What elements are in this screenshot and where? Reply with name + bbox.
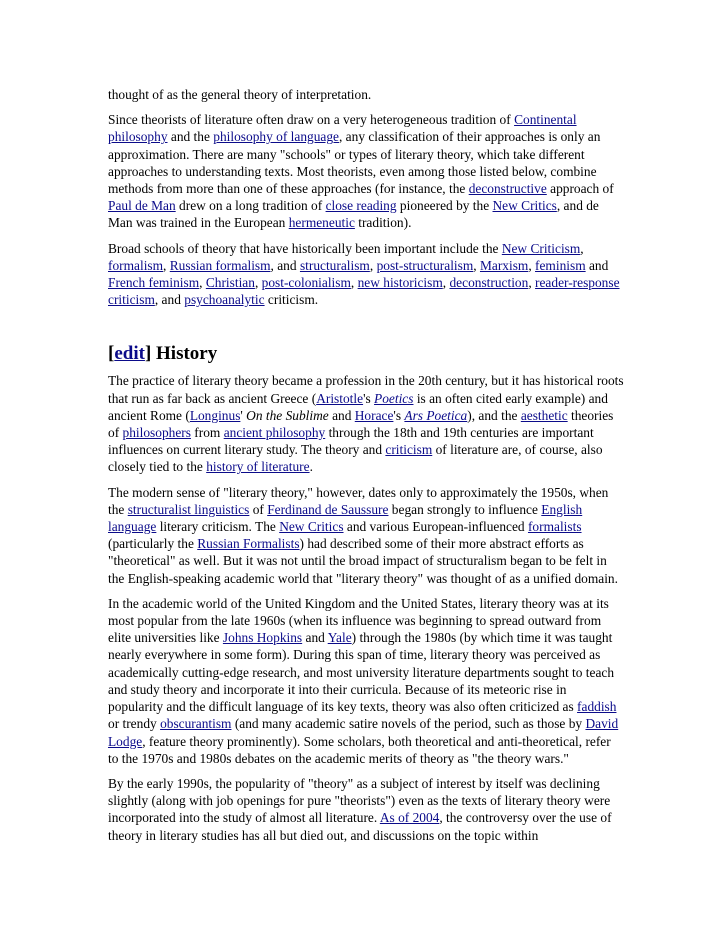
text: criticism.: [264, 292, 319, 308]
link-as-of-2004[interactable]: As of 2004: [379, 810, 440, 826]
link-formalism[interactable]: formalism: [108, 257, 164, 273]
link-philosophy-of-language[interactable]: philosophy of language: [213, 129, 339, 145]
text: and the: [167, 129, 214, 145]
link-french-feminism[interactable]: French feminism: [108, 275, 200, 291]
link-deconstruction[interactable]: deconstruction: [449, 275, 529, 291]
text: ,: [528, 275, 536, 291]
link-new-historicism[interactable]: new historicism: [357, 275, 443, 291]
text: and: [585, 257, 609, 273]
text: In the academic world of the United Kingdom and the United States, literary theory was at its most popular from the late 1960s (when its influence was beginning to spread outward from elite universities like: [108, 595, 609, 646]
text: ,: [369, 257, 377, 273]
link-new-criticism[interactable]: New Criticism: [501, 240, 581, 256]
link-new-critics-2[interactable]: New Critics: [279, 519, 344, 535]
link-russian-formalism[interactable]: Russian formalism: [169, 257, 271, 273]
text: thought of as the general theory of interpretation.: [108, 87, 372, 102]
link-structuralist-linguistics[interactable]: structuralist linguistics: [127, 501, 250, 517]
text: (and many academic satire novels of the period, such as those by: [231, 716, 586, 732]
text: 's: [363, 390, 375, 406]
paragraph-schools: [108, 240, 624, 309]
section-heading-history: [edit] History: [108, 343, 218, 365]
text: of literature are, of course, also closely tied to the: [108, 442, 603, 475]
link-history-of-literature[interactable]: history of literature: [206, 459, 310, 475]
text: through the 18th and 19th centuries are important influences on current literary study. The theory and: [108, 425, 594, 458]
text: or trendy: [108, 716, 161, 732]
link-longinus[interactable]: Longinus: [189, 407, 241, 423]
text: drew on a long tradition of: [175, 198, 326, 214]
link-horace[interactable]: Horace: [354, 407, 394, 423]
article-body: [108, 86, 624, 852]
link-obscurantism[interactable]: obscurantism: [160, 716, 232, 732]
link-reader-response-criticism[interactable]: reader-response criticism: [108, 275, 620, 308]
link-poetics[interactable]: [374, 391, 413, 406]
link-faddish[interactable]: faddish: [577, 699, 617, 715]
link-ars-poetica[interactable]: [404, 408, 467, 423]
link-hermeneutic[interactable]: hermeneutic: [288, 215, 355, 231]
text: ,: [473, 257, 480, 273]
text: theories of: [108, 407, 614, 441]
text: ) had described some of their more abstract efforts as "theoretical" as well. But it was not until the broad impact of structuralism began to be felt in the English-speaking academic world that "literary theory" was thought of as a unified domain.: [108, 536, 618, 586]
link-psychoanalytic[interactable]: psychoanalytic: [184, 292, 265, 308]
link-close-reading[interactable]: close reading: [325, 198, 397, 214]
paragraph-academic-world: [108, 595, 624, 767]
text: Ars Poetica: [404, 407, 468, 423]
text: Poetics: [374, 390, 414, 406]
text: ': [240, 407, 247, 423]
link-formalists[interactable]: formalists: [527, 519, 582, 535]
text: tradition).: [354, 215, 412, 231]
link-aristotle[interactable]: Aristotle: [316, 390, 364, 406]
link-paul-de-man[interactable]: Paul de Man: [108, 198, 176, 214]
text: By the early 1990s, the popularity of "theory" as a subject of interest by itself was declining slightly (along with job openings for pure "theorists") even as the texts of literary theory were incorporated into the study of almost all literature.: [108, 775, 611, 826]
text: approach of: [546, 181, 614, 197]
paragraph-early-1990s: [108, 775, 624, 844]
text: .: [309, 459, 313, 475]
text: is an often cited early example) and ancient Rome (: [108, 390, 608, 423]
text: ,: [528, 257, 536, 273]
text: ,: [580, 240, 584, 256]
text: began strongly to influence: [388, 501, 542, 517]
text: The modern sense of "literary theory," however, dates only to approximately the 1950s, when the: [108, 484, 609, 517]
link-deconstructive[interactable]: deconstructive: [468, 181, 547, 197]
text: literary criticism. The: [156, 519, 280, 535]
link-ferdinand-de-saussure[interactable]: Ferdinand de Saussure: [267, 501, 389, 517]
text: from: [190, 425, 224, 441]
link-yale[interactable]: Yale: [327, 630, 352, 646]
link-english-language[interactable]: English language: [108, 501, 583, 535]
link-aesthetic[interactable]: aesthetic: [520, 407, 568, 423]
text: , and de Man was trained in the European: [108, 198, 599, 231]
text: , the controversy over the use of theory in literary studies has all but died out, and discussions on the topic within: [108, 810, 612, 843]
link-david-lodge[interactable]: David Lodge: [108, 716, 619, 749]
link-johns-hopkins[interactable]: Johns Hopkins: [222, 630, 303, 646]
link-russian-formalists[interactable]: Russian Formalists: [197, 536, 300, 552]
link-post-colonialism[interactable]: post-colonialism: [261, 275, 351, 291]
link-structuralism[interactable]: structuralism: [299, 257, 370, 273]
text: and: [302, 630, 328, 646]
edit-link[interactable]: edit: [114, 343, 145, 365]
link-new-critics[interactable]: New Critics: [492, 198, 557, 214]
link-marxism[interactable]: Marxism: [479, 257, 529, 273]
text: ,: [199, 275, 206, 291]
text: of: [249, 501, 268, 517]
text: 's: [393, 407, 405, 423]
paragraph-intro-end: [108, 86, 624, 103]
text: ) through the 1980s (by which time it was taught nearly everywhere in some form). During this span of time, literary theory was perceived as academically cutting-edge research, and most university literature departments sought to teach and study theory and incorporate it into their curricula. Because of its meteoric rise in popularity and the difficult language of its key texts, theory was also often criticized as: [108, 630, 615, 715]
text: ,: [350, 275, 358, 291]
link-criticism[interactable]: criticism: [385, 442, 433, 458]
text: ), and the: [467, 407, 521, 423]
text: Since theorists of literature often draw on a very heterogeneous tradition of: [108, 112, 515, 128]
link-ancient-philosophy[interactable]: ancient philosophy: [223, 425, 326, 441]
text: ,: [163, 257, 170, 273]
title-on-the-sublime: On the Sublime: [246, 407, 329, 423]
link-continental-philosophy[interactable]: Continental philosophy: [108, 112, 577, 145]
text: pioneered by the: [396, 198, 493, 214]
link-christian[interactable]: Christian: [205, 275, 255, 291]
paragraph-history-origins: [108, 372, 624, 475]
text: , feature theory prominently). Some scholars, both theoretical and anti-theoretical, refer to the 1970s and 1980s debates on the academic merits of theory as "the theory wars.": [108, 733, 611, 766]
text: Broad schools of theory that have historically been important include the: [108, 240, 502, 256]
text: ,: [254, 275, 262, 291]
text: , and: [154, 292, 185, 308]
text: , any classification of their approaches is only an approximation. There are many "schools" or types of literary theory, which take different approaches to understanding texts. Most theorists, even among those listed below, combine methods from more than one of these approaches (for instance, the: [108, 129, 601, 197]
text: (particularly the: [108, 536, 198, 552]
link-philosophers[interactable]: philosophers: [122, 425, 191, 441]
text: , and: [270, 257, 300, 273]
paragraph-modern-sense: [108, 484, 624, 587]
link-feminism[interactable]: feminism: [535, 257, 586, 273]
text: and: [328, 407, 355, 423]
paragraph-classification: [108, 111, 624, 231]
text: and various European-influenced: [343, 519, 528, 535]
text: ,: [442, 275, 450, 291]
section-title: History: [156, 343, 218, 365]
text: The practice of literary theory became a profession in the 20th century, but it has historical roots that run as far back as ancient Greece (: [108, 373, 624, 406]
link-post-structuralism[interactable]: post-structuralism: [376, 257, 474, 273]
